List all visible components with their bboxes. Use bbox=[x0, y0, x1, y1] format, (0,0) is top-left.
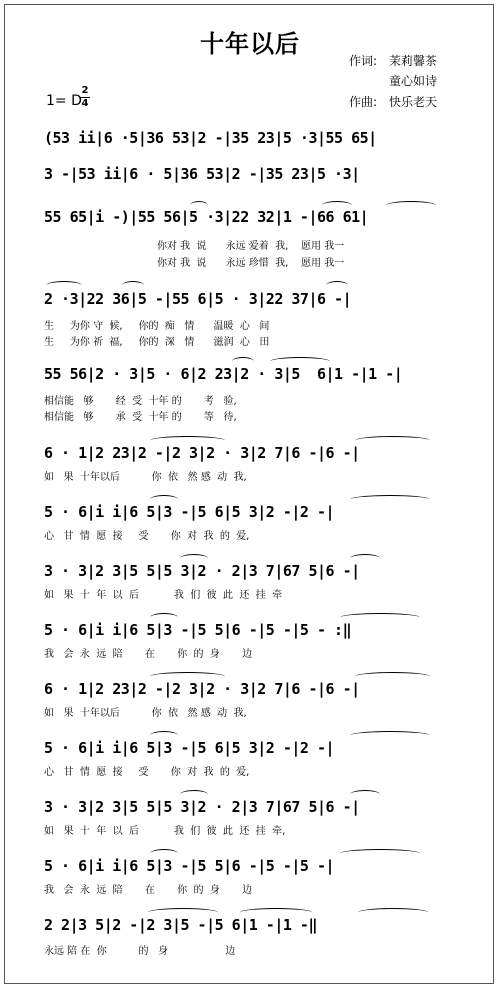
slur-mark bbox=[180, 554, 208, 563]
lyric-line: 相信能 够 承 受 十年 的 等 待, bbox=[44, 412, 237, 423]
notation-text: 55 65|i -)|55 56|5 ·3|22 32|1 -|66 61| bbox=[44, 208, 369, 226]
lyric-line: 如 果 十年以后 你 依 然 感 动 我, bbox=[44, 708, 247, 719]
slur-mark bbox=[350, 495, 430, 504]
slur-mark bbox=[386, 201, 436, 210]
notation-text: 3 · 3|2 3|5 5|5 3|2 · 2|3 7|67 5|6 -| bbox=[44, 562, 360, 580]
slur-mark bbox=[322, 201, 352, 210]
slur-mark bbox=[150, 613, 178, 622]
slur-mark bbox=[270, 357, 330, 366]
notation-text: 2 ·3|22 36|5 -|55 6|5 · 3|22 37|6 -| bbox=[44, 290, 352, 308]
lyric-line: 心 甘 情 愿 接 受 你 对 我 的 爱, bbox=[44, 531, 250, 542]
notation-text: 5 · 6|i i|6 5|3 -|5 6|5 3|2 -|2 -| bbox=[44, 503, 335, 521]
slur-mark bbox=[358, 908, 428, 917]
lyric-line: 相信能 够 经 受 十年 的 考 验, bbox=[44, 396, 237, 407]
notation-row-2 bbox=[44, 162, 439, 186]
slur-mark bbox=[350, 731, 430, 740]
slur-mark bbox=[150, 849, 178, 858]
key-signature: 1= D bbox=[46, 93, 82, 109]
lyric-line: 我 会 永 远 陪 在 你 的 身 边 bbox=[44, 885, 253, 896]
notation-text: 3 · 3|2 3|5 5|5 3|2 · 2|3 7|67 5|6 -| bbox=[44, 798, 360, 816]
lyric-line: 生 为你 祈 福, 你的 深 情 滋润 心 田 bbox=[44, 337, 270, 348]
time-signature-bottom: 4 bbox=[81, 98, 89, 109]
lyric-line: 你对 我 说 永远 爱着 我, 愿用 我一 bbox=[157, 241, 345, 252]
lyric-line: 永远 陪 在 你 的 身 边 bbox=[44, 946, 236, 957]
slur-mark bbox=[232, 357, 254, 366]
notation-row-1 bbox=[44, 126, 439, 150]
slur-mark bbox=[150, 495, 178, 504]
slur-mark bbox=[350, 554, 380, 563]
composer-name: 快乐老天 bbox=[389, 95, 438, 109]
lyricist-name-1: 茉莉馨茶 bbox=[389, 54, 438, 68]
slur-mark bbox=[150, 436, 225, 445]
slur-mark bbox=[46, 281, 82, 290]
slur-mark bbox=[180, 790, 208, 799]
slur-mark bbox=[122, 281, 144, 290]
slur-mark bbox=[148, 908, 218, 917]
slur-mark bbox=[340, 613, 420, 622]
notation-text: 55 56|2 · 3|5 · 6|2 23|2 · 3|5 6|1 -|1 -| bbox=[44, 365, 403, 383]
notation-text: 3 -|53 ii|6 · 5|36 53|2 -|35 23|5 ·3| bbox=[44, 165, 360, 183]
lyric-line: 如 果 十 年 以 后 我 们 彼 此 还 挂 牵, bbox=[44, 826, 286, 837]
notation-text: 6 · 1|2 23|2 -|2 3|2 · 3|2 7|6 -|6 -| bbox=[44, 444, 360, 462]
time-signature-top: 2 bbox=[81, 85, 89, 96]
page-border bbox=[4, 4, 494, 984]
song-title: 十年以后 bbox=[200, 30, 300, 58]
notation-row-3 bbox=[44, 205, 439, 229]
slur-mark bbox=[340, 849, 420, 858]
slur-mark bbox=[240, 908, 312, 917]
composer-label: 作曲: bbox=[349, 95, 378, 109]
slur-mark bbox=[355, 672, 430, 681]
lyric-line: 如 果 十 年 以 后 我 们 彼 此 还 挂 牵 bbox=[44, 590, 283, 601]
notation-text: 6 · 1|2 23|2 -|2 3|2 · 3|2 7|6 -|6 -| bbox=[44, 680, 360, 698]
lyric-line: 我 会 永 远 陪 在 你 的 身 边 bbox=[44, 649, 253, 660]
slur-mark bbox=[326, 281, 348, 290]
notation-row-4 bbox=[44, 287, 439, 311]
notation-text: 5 · 6|i i|6 5|3 -|5 5|6 -|5 -|5 -| bbox=[44, 857, 335, 875]
slur-mark bbox=[355, 436, 430, 445]
lyricist-name-2: 童心如诗 bbox=[389, 74, 438, 88]
lyricist-label: 作词: bbox=[349, 54, 378, 68]
slur-mark bbox=[150, 672, 225, 681]
notation-text: (53 ii|6 ·5|36 53|2 -|35 23|5 ·3|55 65| bbox=[44, 129, 377, 147]
lyric-line: 如 果 十年以后 你 依 然 感 动 我, bbox=[44, 472, 247, 483]
lyric-line: 生 为你 守 候, 你的 痴 情 温暖 心 间 bbox=[44, 321, 270, 332]
slur-mark bbox=[350, 790, 380, 799]
notation-text: 5 · 6|i i|6 5|3 -|5 5|6 -|5 -|5 - :‖ bbox=[44, 621, 352, 639]
lyric-line: 心 甘 情 愿 接 受 你 对 我 的 爱, bbox=[44, 767, 250, 778]
slur-mark bbox=[190, 201, 208, 210]
notation-text: 5 · 6|i i|6 5|3 -|5 6|5 3|2 -|2 -| bbox=[44, 739, 335, 757]
notation-text: 2 2|3 5|2 -|2 3|5 -|5 6|1 -|1 -‖ bbox=[44, 916, 317, 934]
slur-mark bbox=[150, 731, 178, 740]
time-signature bbox=[80, 86, 90, 109]
lyric-line: 你对 我 说 永远 珍惜 我, 愿用 我一 bbox=[157, 258, 345, 269]
